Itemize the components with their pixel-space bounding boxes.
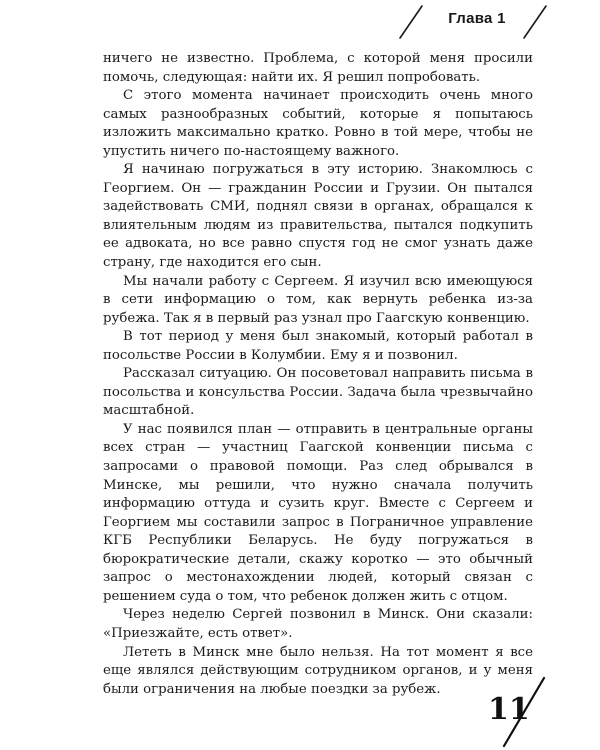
paragraph-3: Я начинаю погружаться в эту историю. Знакомлюсь с Георгием. Он — гражданин России и Грузии. Он пытался задействовать СМИ, поднял связи в органах, обращался к влиятельным людям из правительства, пытался подкупить ее адвоката, но все равно спустя год не смог узнать даже страну, где находится его сын. (103, 162, 533, 271)
page-number: 11 (488, 692, 530, 727)
paragraph-2: С этого момента начинает происходить очень много самых разнообразных событий, которые я попытаюсь изложить максимально кратко. Ровно в той мере, чтобы не упустить ничего по-настоящему важного. (103, 88, 533, 159)
chapter-title: Глава 1 (448, 10, 506, 27)
paragraph-9: Лететь в Минск мне было нельзя. На тот момент я все еще являлся действующим сотрудником органов, и у меня были ограничения на любые поездки за рубеж. (103, 644, 533, 697)
header-right-slash (520, 0, 550, 44)
page-corner-slash (498, 674, 548, 750)
header-left-slash (396, 0, 426, 44)
paragraph-8: Через неделю Сергей позвонил в Минск. Они сказали: «Приезжайте, есть ответ». (103, 607, 533, 641)
paragraph-7: У нас появился план — отправить в центральные органы всех стран — участниц Гаагской конвенции письма с запросами о правовой помощи. Раз след обрывался в Минске, мы решили, что нужно сначала получить информацию оттуда и сузить круг. Вместе с Сергеем и Георгием мы составили запрос в Пограничное управление КГБ Республики Беларусь. Не буду погружаться в бюрократические детали, скажу коротко — это обычный запрос о местонахождении людей, который связан с решением суда о том, что ребенок должен жить с отцом. (103, 421, 533, 604)
paragraph-6: Рассказал ситуацию. Он посоветовал направить письма в посольства и консульства России. Задача была чрезвычайно масштабной. (103, 366, 533, 419)
paragraph-1: ничего не известно. Проблема, с которой меня просили помочь, следующая: найти их. Я решил попробовать. (103, 51, 533, 85)
page-header (0, 0, 600, 44)
paragraph-5: В тот период у меня был знакомый, который работал в посольстве России в Колумбии. Ему я и позвонил. (103, 329, 533, 363)
paragraph-4: Мы начали работу с Сергеем. Я изучил всю имеющуюся в сети информацию о том, как вернуть ребенка из-за рубежа. Так я в первый раз узнал про Гаагскую конвенцию. (103, 273, 533, 326)
page-body-text (103, 50, 533, 699)
